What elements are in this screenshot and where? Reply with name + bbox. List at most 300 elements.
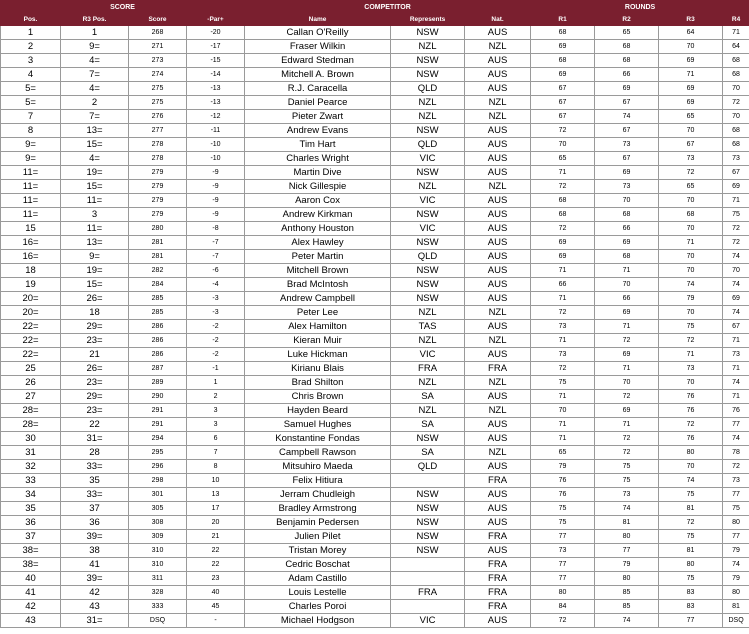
cell-par: 3 bbox=[187, 418, 245, 432]
cell-par: -1 bbox=[187, 362, 245, 376]
cell-nat: AUS bbox=[465, 264, 531, 278]
cell-r3-pos: 13= bbox=[61, 236, 129, 250]
cell-r1: 67 bbox=[531, 82, 595, 96]
cell-r1: 76 bbox=[531, 474, 595, 488]
cell-r3-pos: 13= bbox=[61, 124, 129, 138]
cell-r1: 72 bbox=[531, 362, 595, 376]
cell-r4: 73 bbox=[723, 152, 749, 166]
cell-par: 3 bbox=[187, 404, 245, 418]
cell-represents: NSW bbox=[391, 54, 465, 68]
cell-score: 278 bbox=[129, 138, 187, 152]
cell-pos: 18 bbox=[1, 264, 61, 278]
cell-r1: 71 bbox=[531, 334, 595, 348]
cell-represents: NSW bbox=[391, 544, 465, 558]
cell-pos: 4 bbox=[1, 68, 61, 82]
cell-par: -2 bbox=[187, 334, 245, 348]
cell-r4: 80 bbox=[723, 586, 749, 600]
cell-name: Adam Castillo bbox=[245, 572, 391, 586]
cell-name: Chris Brown bbox=[245, 390, 391, 404]
cell-nat: AUS bbox=[465, 68, 531, 82]
cell-nat: AUS bbox=[465, 250, 531, 264]
cell-r1: 70 bbox=[531, 404, 595, 418]
cell-par: -4 bbox=[187, 278, 245, 292]
cell-r4: 79 bbox=[723, 572, 749, 586]
cell-r2: 69 bbox=[595, 404, 659, 418]
cell-represents: VIC bbox=[391, 152, 465, 166]
cell-nat: AUS bbox=[465, 194, 531, 208]
cell-nat: AUS bbox=[465, 236, 531, 250]
cell-represents: NSW bbox=[391, 124, 465, 138]
cell-r3-pos: 4= bbox=[61, 54, 129, 68]
cell-r2: 68 bbox=[595, 250, 659, 264]
cell-score: 298 bbox=[129, 474, 187, 488]
cell-r2: 72 bbox=[595, 334, 659, 348]
col-header-nat: Nat. bbox=[465, 14, 531, 26]
cell-nat: AUS bbox=[465, 418, 531, 432]
cell-nat: NZL bbox=[465, 40, 531, 54]
cell-pos: 25 bbox=[1, 362, 61, 376]
table-row bbox=[1, 166, 749, 180]
cell-nat: NZL bbox=[465, 96, 531, 110]
cell-represents: NSW bbox=[391, 502, 465, 516]
cell-represents: SA bbox=[391, 390, 465, 404]
cell-nat: NZL bbox=[465, 404, 531, 418]
cell-par: -13 bbox=[187, 96, 245, 110]
cell-represents: VIC bbox=[391, 348, 465, 362]
cell-r1: 67 bbox=[531, 96, 595, 110]
cell-par: 22 bbox=[187, 558, 245, 572]
cell-name: Martin Dive bbox=[245, 166, 391, 180]
cell-r1: 71 bbox=[531, 292, 595, 306]
cell-name: Edward Stedman bbox=[245, 54, 391, 68]
cell-score: 294 bbox=[129, 432, 187, 446]
cell-represents: NSW bbox=[391, 264, 465, 278]
cell-r1: 76 bbox=[531, 488, 595, 502]
cell-par: -7 bbox=[187, 250, 245, 264]
cell-score: 276 bbox=[129, 110, 187, 124]
cell-par: 45 bbox=[187, 600, 245, 614]
cell-r2: 74 bbox=[595, 502, 659, 516]
cell-r3: 70 bbox=[659, 250, 723, 264]
cell-represents: NSW bbox=[391, 488, 465, 502]
table-row bbox=[1, 460, 749, 474]
col-header-r4: R4 bbox=[723, 14, 749, 26]
cell-r3-pos: 23= bbox=[61, 404, 129, 418]
cell-name: Konstantine Fondas bbox=[245, 432, 391, 446]
group-competitor: COMPETITOR bbox=[245, 1, 531, 14]
cell-r4: 68 bbox=[723, 54, 749, 68]
cell-r3: 83 bbox=[659, 600, 723, 614]
cell-nat: FRA bbox=[465, 474, 531, 488]
table-row bbox=[1, 306, 749, 320]
cell-r4: 70 bbox=[723, 82, 749, 96]
cell-r3: 80 bbox=[659, 446, 723, 460]
cell-name: Julien Pilet bbox=[245, 530, 391, 544]
cell-r3-pos: 23= bbox=[61, 376, 129, 390]
cell-nat: FRA bbox=[465, 558, 531, 572]
cell-score: 295 bbox=[129, 446, 187, 460]
cell-par: -9 bbox=[187, 166, 245, 180]
cell-r4: 74 bbox=[723, 558, 749, 572]
table-row bbox=[1, 348, 749, 362]
cell-r3-pos: 22 bbox=[61, 418, 129, 432]
cell-r3: 75 bbox=[659, 488, 723, 502]
cell-r1: 71 bbox=[531, 166, 595, 180]
cell-r2: 73 bbox=[595, 180, 659, 194]
col-header-r3-pos: R3 Pos. bbox=[61, 14, 129, 26]
cell-nat: AUS bbox=[465, 26, 531, 40]
cell-represents: NSW bbox=[391, 530, 465, 544]
cell-r4: 68 bbox=[723, 68, 749, 82]
cell-r3: 70 bbox=[659, 264, 723, 278]
cell-pos: 42 bbox=[1, 600, 61, 614]
cell-nat: NZL bbox=[465, 334, 531, 348]
cell-name: Hayden Beard bbox=[245, 404, 391, 418]
cell-represents: NZL bbox=[391, 110, 465, 124]
table-row bbox=[1, 194, 749, 208]
col-header-par: -Par+ bbox=[187, 14, 245, 26]
cell-represents: NZL bbox=[391, 334, 465, 348]
cell-r1: 69 bbox=[531, 250, 595, 264]
cell-r3: 83 bbox=[659, 586, 723, 600]
cell-name: Andrew Kirkman bbox=[245, 208, 391, 222]
cell-r1: 71 bbox=[531, 418, 595, 432]
cell-r1: 71 bbox=[531, 432, 595, 446]
cell-r1: 73 bbox=[531, 348, 595, 362]
cell-r4: 77 bbox=[723, 530, 749, 544]
cell-r3: 70 bbox=[659, 40, 723, 54]
cell-pos: 28= bbox=[1, 418, 61, 432]
cell-par: -15 bbox=[187, 54, 245, 68]
cell-name: Cedric Boschat bbox=[245, 558, 391, 572]
cell-r3: 70 bbox=[659, 194, 723, 208]
cell-r4: 74 bbox=[723, 250, 749, 264]
cell-pos: 3 bbox=[1, 54, 61, 68]
cell-represents: NSW bbox=[391, 292, 465, 306]
cell-r1: 65 bbox=[531, 446, 595, 460]
cell-r4: 71 bbox=[723, 194, 749, 208]
cell-r2: 70 bbox=[595, 194, 659, 208]
cell-pos: 32 bbox=[1, 460, 61, 474]
cell-r3-pos: 9= bbox=[61, 40, 129, 54]
cell-r1: 69 bbox=[531, 40, 595, 54]
cell-represents: NSW bbox=[391, 26, 465, 40]
cell-name: Mitchell Brown bbox=[245, 264, 391, 278]
cell-represents: NSW bbox=[391, 278, 465, 292]
cell-score: 268 bbox=[129, 26, 187, 40]
cell-r3-pos: 39= bbox=[61, 530, 129, 544]
cell-r1: 73 bbox=[531, 544, 595, 558]
cell-r4: 67 bbox=[723, 320, 749, 334]
cell-r3: 71 bbox=[659, 236, 723, 250]
cell-r3-pos: 28 bbox=[61, 446, 129, 460]
cell-r3: 69 bbox=[659, 82, 723, 96]
cell-par: 17 bbox=[187, 502, 245, 516]
cell-r3-pos: 9= bbox=[61, 250, 129, 264]
cell-name: Callan O'Reilly bbox=[245, 26, 391, 40]
table-row bbox=[1, 26, 749, 40]
cell-r2: 85 bbox=[595, 586, 659, 600]
cell-nat: FRA bbox=[465, 572, 531, 586]
cell-r2: 72 bbox=[595, 390, 659, 404]
cell-r2: 80 bbox=[595, 530, 659, 544]
table-row bbox=[1, 334, 749, 348]
cell-r3: 75 bbox=[659, 320, 723, 334]
table-row bbox=[1, 208, 749, 222]
cell-r3: 70 bbox=[659, 460, 723, 474]
cell-r1: 75 bbox=[531, 502, 595, 516]
cell-score: 279 bbox=[129, 166, 187, 180]
cell-par: 13 bbox=[187, 488, 245, 502]
cell-name: Alex Hawley bbox=[245, 236, 391, 250]
cell-r4: 80 bbox=[723, 516, 749, 530]
cell-pos: 43 bbox=[1, 614, 61, 628]
cell-name: Pieter Zwart bbox=[245, 110, 391, 124]
cell-r4: 78 bbox=[723, 446, 749, 460]
cell-pos: 36 bbox=[1, 516, 61, 530]
cell-r2: 69 bbox=[595, 82, 659, 96]
cell-par: 20 bbox=[187, 516, 245, 530]
cell-r4: 67 bbox=[723, 166, 749, 180]
table-row bbox=[1, 530, 749, 544]
cell-r3: 65 bbox=[659, 110, 723, 124]
cell-r3-pos: 33= bbox=[61, 488, 129, 502]
cell-nat: AUS bbox=[465, 614, 531, 628]
cell-represents: NZL bbox=[391, 376, 465, 390]
col-header-name: Name bbox=[245, 14, 391, 26]
cell-nat: AUS bbox=[465, 348, 531, 362]
cell-score: 310 bbox=[129, 558, 187, 572]
table-row bbox=[1, 68, 749, 82]
cell-nat: NZL bbox=[465, 446, 531, 460]
cell-score: 291 bbox=[129, 404, 187, 418]
cell-r2: 69 bbox=[595, 166, 659, 180]
cell-pos: 41 bbox=[1, 586, 61, 600]
cell-par: 10 bbox=[187, 474, 245, 488]
cell-represents: NSW bbox=[391, 208, 465, 222]
cell-r3: 76 bbox=[659, 390, 723, 404]
cell-par: 21 bbox=[187, 530, 245, 544]
cell-represents bbox=[391, 600, 465, 614]
cell-par: 22 bbox=[187, 544, 245, 558]
cell-name: Aaron Cox bbox=[245, 194, 391, 208]
cell-r1: 67 bbox=[531, 110, 595, 124]
cell-r3-pos: 1 bbox=[61, 26, 129, 40]
cell-nat: AUS bbox=[465, 166, 531, 180]
cell-pos: 16= bbox=[1, 236, 61, 250]
cell-name: Mitchell A. Brown bbox=[245, 68, 391, 82]
cell-r2: 68 bbox=[595, 54, 659, 68]
cell-r4: 72 bbox=[723, 236, 749, 250]
cell-r3: 65 bbox=[659, 180, 723, 194]
table-row bbox=[1, 264, 749, 278]
cell-r3-pos: 31= bbox=[61, 614, 129, 628]
cell-r1: 70 bbox=[531, 138, 595, 152]
col-header-represents: Represents bbox=[391, 14, 465, 26]
cell-pos: 22= bbox=[1, 320, 61, 334]
cell-pos: 1 bbox=[1, 26, 61, 40]
cell-score: 281 bbox=[129, 250, 187, 264]
cell-r3: 67 bbox=[659, 138, 723, 152]
table-row bbox=[1, 222, 749, 236]
cell-r3: 69 bbox=[659, 54, 723, 68]
cell-name: Brad Shilton bbox=[245, 376, 391, 390]
cell-represents: QLD bbox=[391, 250, 465, 264]
cell-pos: 16= bbox=[1, 250, 61, 264]
cell-r2: 74 bbox=[595, 614, 659, 628]
cell-name: Bradley Armstrong bbox=[245, 502, 391, 516]
cell-pos: 9= bbox=[1, 138, 61, 152]
cell-pos: 40 bbox=[1, 572, 61, 586]
cell-r1: 75 bbox=[531, 516, 595, 530]
cell-r3: 72 bbox=[659, 166, 723, 180]
cell-nat: AUS bbox=[465, 208, 531, 222]
cell-pos: 7 bbox=[1, 110, 61, 124]
cell-score: 286 bbox=[129, 334, 187, 348]
cell-r4: 79 bbox=[723, 544, 749, 558]
table-row bbox=[1, 320, 749, 334]
cell-nat: AUS bbox=[465, 390, 531, 404]
cell-name: Fraser Wilkin bbox=[245, 40, 391, 54]
cell-nat: AUS bbox=[465, 320, 531, 334]
cell-name: Anthony Houston bbox=[245, 222, 391, 236]
cell-r3: 71 bbox=[659, 68, 723, 82]
cell-pos: 11= bbox=[1, 208, 61, 222]
cell-r1: 77 bbox=[531, 530, 595, 544]
cell-r1: 72 bbox=[531, 306, 595, 320]
table-row bbox=[1, 138, 749, 152]
cell-r4: 77 bbox=[723, 488, 749, 502]
cell-r3: 73 bbox=[659, 362, 723, 376]
cell-name: Charles Wright bbox=[245, 152, 391, 166]
cell-score: 282 bbox=[129, 264, 187, 278]
cell-name: Mitsuhiro Maeda bbox=[245, 460, 391, 474]
cell-r4: 68 bbox=[723, 138, 749, 152]
cell-par: -3 bbox=[187, 306, 245, 320]
cell-score: 311 bbox=[129, 572, 187, 586]
cell-r2: 70 bbox=[595, 278, 659, 292]
cell-represents: VIC bbox=[391, 614, 465, 628]
cell-r1: 65 bbox=[531, 152, 595, 166]
cell-score: 279 bbox=[129, 208, 187, 222]
cell-r2: 72 bbox=[595, 432, 659, 446]
cell-pos: 19 bbox=[1, 278, 61, 292]
cell-r3: 81 bbox=[659, 544, 723, 558]
cell-score: 279 bbox=[129, 180, 187, 194]
cell-nat: FRA bbox=[465, 530, 531, 544]
cell-r3-pos: 7= bbox=[61, 110, 129, 124]
cell-r2: 75 bbox=[595, 474, 659, 488]
table-row bbox=[1, 432, 749, 446]
cell-r3-pos: 33= bbox=[61, 460, 129, 474]
cell-par: 6 bbox=[187, 432, 245, 446]
cell-r1: 77 bbox=[531, 572, 595, 586]
cell-r3: 70 bbox=[659, 306, 723, 320]
cell-nat: AUS bbox=[465, 152, 531, 166]
cell-r2: 66 bbox=[595, 68, 659, 82]
cell-r3: 70 bbox=[659, 222, 723, 236]
cell-r4: 77 bbox=[723, 418, 749, 432]
cell-pos: 35 bbox=[1, 502, 61, 516]
cell-r2: 69 bbox=[595, 306, 659, 320]
table-row bbox=[1, 54, 749, 68]
cell-pos: 20= bbox=[1, 292, 61, 306]
cell-par: -10 bbox=[187, 138, 245, 152]
cell-represents: NSW bbox=[391, 516, 465, 530]
cell-nat: AUS bbox=[465, 292, 531, 306]
cell-score: 333 bbox=[129, 600, 187, 614]
cell-r3-pos: 41 bbox=[61, 558, 129, 572]
cell-r3: 76 bbox=[659, 432, 723, 446]
cell-r1: 71 bbox=[531, 264, 595, 278]
table-row bbox=[1, 544, 749, 558]
cell-score: 310 bbox=[129, 544, 187, 558]
cell-r4: 74 bbox=[723, 306, 749, 320]
cell-r4: 68 bbox=[723, 124, 749, 138]
cell-r2: 70 bbox=[595, 376, 659, 390]
cell-represents: SA bbox=[391, 418, 465, 432]
cell-par: 2 bbox=[187, 390, 245, 404]
cell-score: 308 bbox=[129, 516, 187, 530]
cell-represents: VIC bbox=[391, 222, 465, 236]
cell-r1: 84 bbox=[531, 600, 595, 614]
cell-r4: 64 bbox=[723, 40, 749, 54]
cell-r3: 73 bbox=[659, 152, 723, 166]
cell-pos: 33 bbox=[1, 474, 61, 488]
table-row bbox=[1, 82, 749, 96]
cell-par: -2 bbox=[187, 348, 245, 362]
cell-r2: 74 bbox=[595, 110, 659, 124]
cell-par: -14 bbox=[187, 68, 245, 82]
cell-r4: DSQ bbox=[723, 614, 749, 628]
cell-par: -20 bbox=[187, 26, 245, 40]
cell-name: Tim Hart bbox=[245, 138, 391, 152]
table-row bbox=[1, 124, 749, 138]
cell-r2: 85 bbox=[595, 600, 659, 614]
table-row bbox=[1, 404, 749, 418]
cell-r3-pos: 3 bbox=[61, 208, 129, 222]
cell-nat: AUS bbox=[465, 544, 531, 558]
cell-r2: 67 bbox=[595, 152, 659, 166]
cell-r3-pos: 35 bbox=[61, 474, 129, 488]
cell-r3-pos: 19= bbox=[61, 264, 129, 278]
cell-r4: 72 bbox=[723, 96, 749, 110]
cell-r4: 72 bbox=[723, 222, 749, 236]
cell-represents: FRA bbox=[391, 362, 465, 376]
cell-r3: 72 bbox=[659, 516, 723, 530]
cell-par: 1 bbox=[187, 376, 245, 390]
table-row bbox=[1, 558, 749, 572]
cell-r3-pos: 15= bbox=[61, 278, 129, 292]
cell-name: Kieran Muir bbox=[245, 334, 391, 348]
cell-r2: 72 bbox=[595, 446, 659, 460]
cell-name: R.J. Caracella bbox=[245, 82, 391, 96]
cell-r2: 73 bbox=[595, 488, 659, 502]
cell-score: 277 bbox=[129, 124, 187, 138]
cell-r3-pos: 36 bbox=[61, 516, 129, 530]
cell-r2: 68 bbox=[595, 40, 659, 54]
cell-r4: 76 bbox=[723, 404, 749, 418]
cell-par: -11 bbox=[187, 124, 245, 138]
cell-par: -13 bbox=[187, 82, 245, 96]
cell-r3: 77 bbox=[659, 614, 723, 628]
cell-represents: TAS bbox=[391, 320, 465, 334]
cell-nat: AUS bbox=[465, 82, 531, 96]
cell-r1: 66 bbox=[531, 278, 595, 292]
cell-r3: 71 bbox=[659, 348, 723, 362]
cell-name: Peter Martin bbox=[245, 250, 391, 264]
cell-represents: SA bbox=[391, 446, 465, 460]
